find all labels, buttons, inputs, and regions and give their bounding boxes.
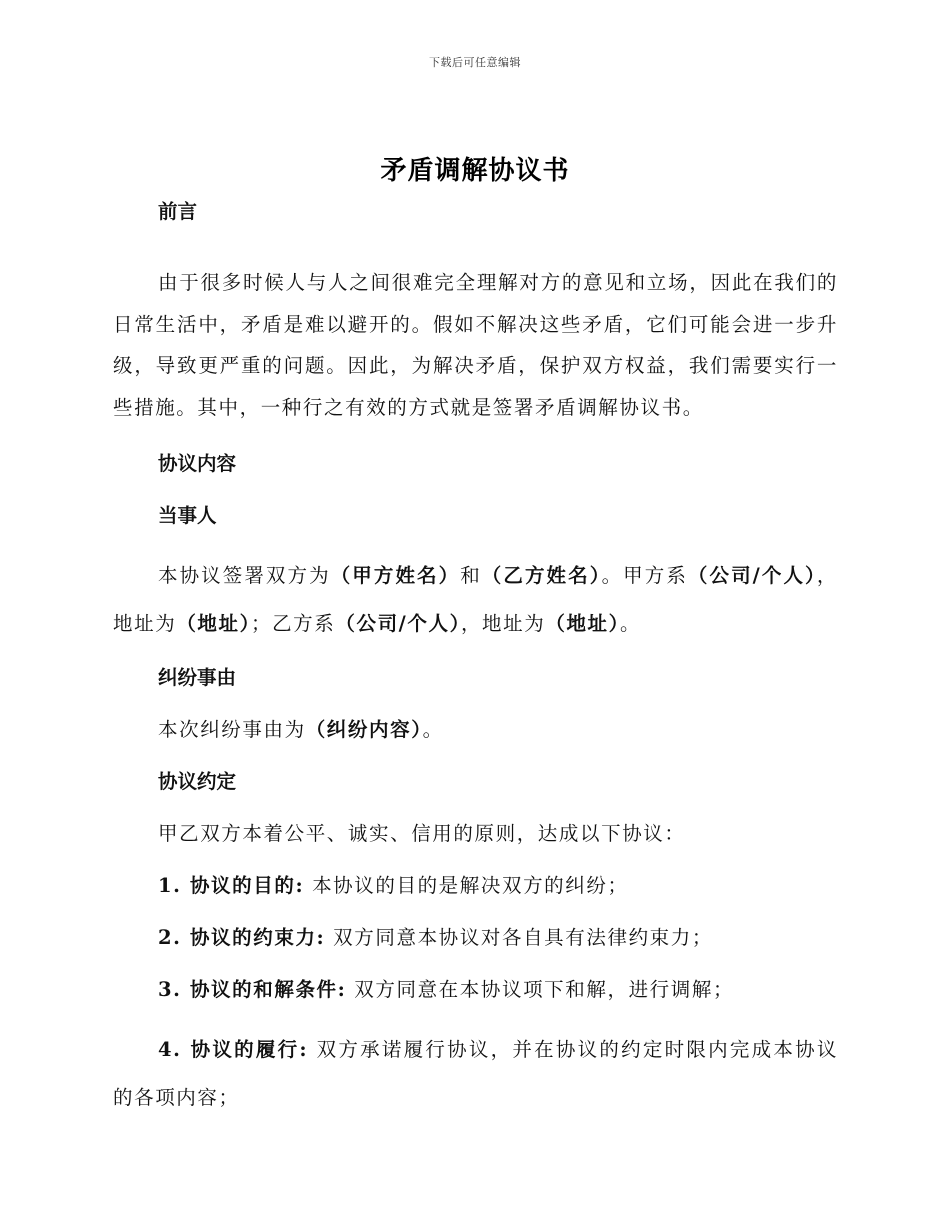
term-item: 4. 协议的履行: 双方承诺履行协议，并在协议的约定时限内完成本协议的各项内容； xyxy=(113,1038,838,1109)
term-item: 3. 协议的和解条件: 双方同意在本协议项下和解，进行调解； xyxy=(158,978,735,1001)
party-b-type: （公司/个人） xyxy=(335,612,461,635)
header-note: 下载后可任意编辑 xyxy=(429,56,521,69)
preface-heading: 前言 xyxy=(158,200,198,223)
term-item: 1. 协议的目的: 本协议的目的是解决双方的纠纷； xyxy=(158,874,629,897)
term-item: 2. 协议的约束力: 双方同意本协议对各自具有法律约束力； xyxy=(158,926,713,949)
dispute-paragraph: 本次纠纷事由为（纠纷内容）。 xyxy=(158,718,444,741)
dispute-heading: 纠纷事由 xyxy=(158,666,237,689)
document-title: 矛盾调解协议书 xyxy=(380,156,570,186)
party-a-name: （甲方姓名） xyxy=(330,564,461,587)
party-b-name: （乙方姓名） xyxy=(481,564,602,587)
party-b-address: （地址） xyxy=(545,612,621,635)
parties-paragraph: 本协议签署双方为（甲方姓名）和（乙方姓名）。甲方系（公司/个人），地址为（地址）；乙方系（公司/个人），地址为（地址）。 xyxy=(113,564,838,635)
party-a-type: （公司/个人） xyxy=(687,564,817,587)
terms-intro: 甲乙双方本着公平、诚实、信用的原则，达成以下协议： xyxy=(158,822,686,845)
preface-paragraph: 由于很多时候人与人之间很难完全理解对方的意见和立场，因此在我们的日常生活中，矛盾是难以避开的。假如不解决这些矛盾，它们可能会进一步升级，导致更严重的问题。因此，为解决矛盾，保护双方权益，我们需要实行一些措施。其中，一种行之有效的方式就是签署矛盾调解协议书。 xyxy=(113,271,838,419)
terms-heading: 协议约定 xyxy=(158,770,237,793)
document-body xyxy=(113,196,838,1122)
party-a-address: （地址） xyxy=(176,612,251,635)
agreement-content-heading: 协议内容 xyxy=(158,452,237,475)
parties-heading: 当事人 xyxy=(158,504,217,527)
dispute-content: （纠纷内容） xyxy=(305,718,423,741)
